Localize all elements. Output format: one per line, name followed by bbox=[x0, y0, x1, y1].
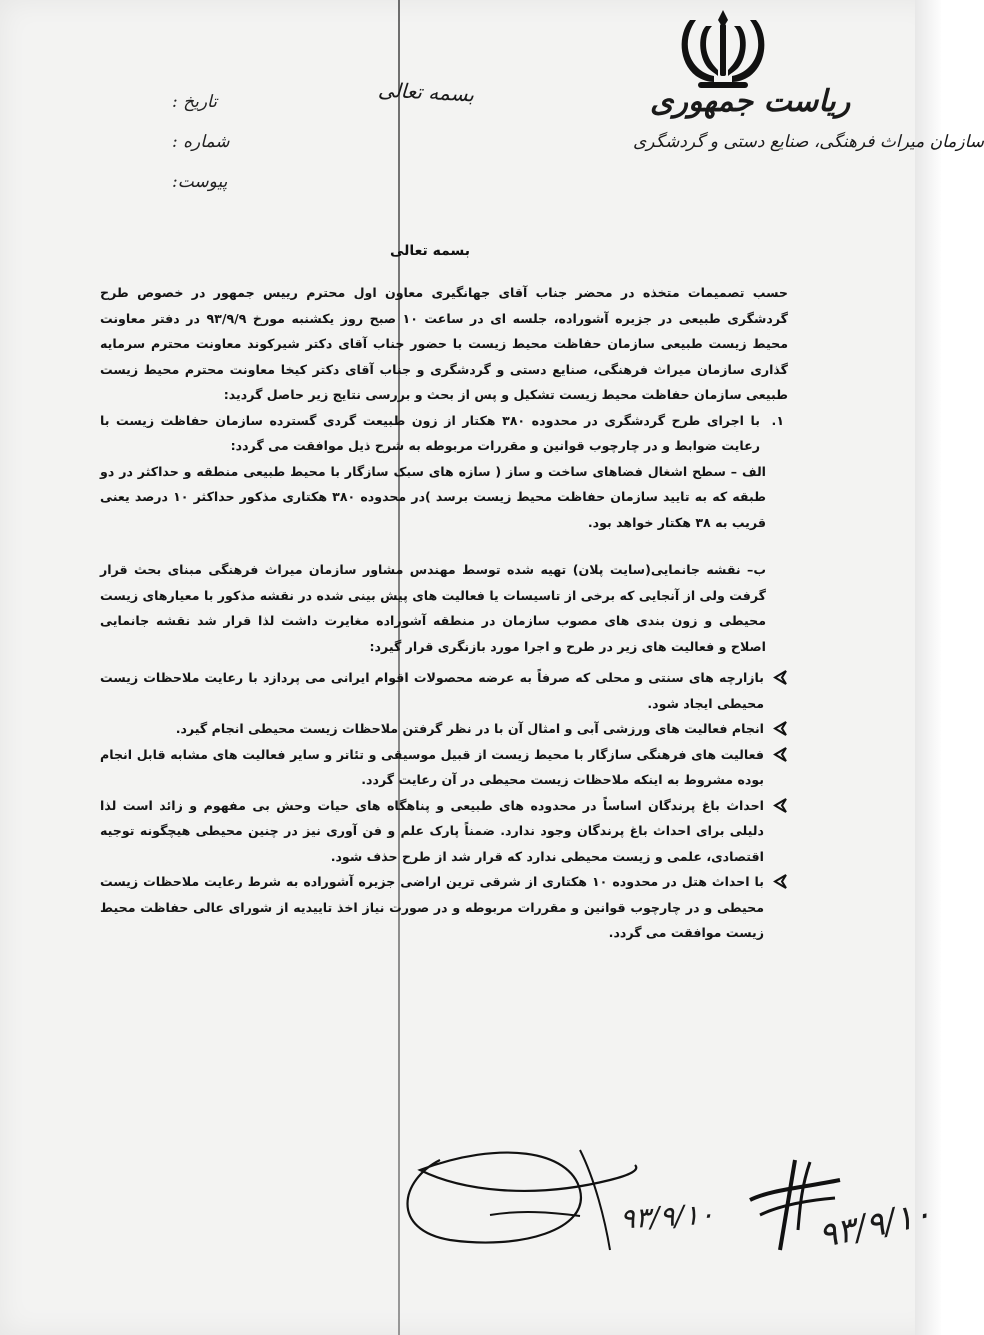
subitem-a: الف – سطح اشغال فضاهای ساخت و ساز ( سازه های سبک سازگار با محیط طبیعی منطقه و حداکثر در دو طبقه که به تایید سازمان حفاظت محیط زیست برسد )در محدوده ۳۸۰ هکتاری مذکور حداکثر ۱۰ درصد یعنی قریب به ۳۸ هکتار خواهد بود. bbox=[100, 463, 766, 530]
item-1-text: با اجرای طرح گردشگری در محدوده ۳۸۰ هکتار از زون طبیعت گردی گسترده سازمان حفاظت زیست با رعایت ضوابط و در چارچوب قوانین و مقررات مربوطه به شرح ذیل موافقت می گردد: bbox=[100, 412, 760, 453]
bullet-item bbox=[100, 716, 788, 742]
bullet-item bbox=[100, 665, 788, 716]
signature-1 bbox=[380, 1120, 680, 1270]
bullet-item bbox=[100, 869, 788, 946]
item-1 bbox=[100, 408, 788, 459]
iran-emblem-icon bbox=[668, 6, 778, 92]
bullet-text: انجام فعالیت های ورزشی آبی و امثال آن با در نظر گرفتن ملاحظات زیست محیطی انجام گیرد. bbox=[175, 721, 764, 736]
arrow-bullet-icon bbox=[773, 721, 788, 736]
number-label: شماره : bbox=[172, 132, 230, 152]
bullet-text: احداث باغ پرندگان اساساً در محدوده های طبیعی و پناهگاه های حیات وحش بی مفهوم و زائد است لذا دلیلی برای احداث باغ پرندگان وجود ندارد. ضمناً پارک علم و فن آوری نیز در چنین محیطی هیچگونه توجیه اقتصادی، علمی و زیست محیطی ندارد که قرار شد از طرح حذف شود. bbox=[100, 797, 764, 864]
signature-date-2: ۹۳/۹/۱۰ bbox=[815, 1193, 936, 1257]
arrow-bullet-icon bbox=[773, 747, 788, 762]
bullet-text: فعالیت های فرهنگی سازگار با محیط زیست از قبیل موسیقی و تئاتر و سایر فعالیت های مشابه قابل انجام بوده مشروط به اینکه ملاحظات زیست محیطی در آن رعایت گردد. bbox=[100, 746, 764, 787]
bullet-item bbox=[100, 793, 788, 870]
page-edge-shadow bbox=[915, 0, 941, 1335]
date-label: تاریخ : bbox=[172, 92, 217, 112]
presidency-title: ریاست جمهوری bbox=[650, 84, 851, 119]
bullet-text: بازارچه های سنتی و محلی که صرفاً به عرضه محصولات اقوام ایرانی می پردازد با رعایت ملاحظات زیست محیطی ایجاد شود. bbox=[100, 670, 764, 711]
bullet-item bbox=[100, 742, 788, 793]
arrow-bullet-icon bbox=[773, 798, 788, 813]
bullet-text: با احداث هتل در محدوده ۱۰ هکتاری از شرقی ترین اراضی جزیره آشوراده به شرط رعایت ملاحظات زیست محیطی و در چارچوب قوانین و مقررات مربوطه و در صورت نیاز اخذ تاییدیه از شورای عالی حفاظت محیط زیست موافقت می گردد. bbox=[100, 874, 764, 940]
arrow-bullet-icon bbox=[773, 874, 788, 889]
intro-paragraph: حسب تصمیمات متخذه در محضر جناب آقای جهانگیری معاون اول محترم رییس جمهور در خصوص طرح گردشگری طبیعی در جزیره آشوراده، جلسه ای در ساعت ۱۰ صبح روز یکشنبه مورخ ۹۳/۹/۹ در دفتر معاونت محیط زیست طبیعی سازمان حفاظت محیط زیست با حضور جناب آقای دکتر شیرکوند معاونت محترم سرمایه گذاری سازمان میراث فرهنگی، صنایع دستی و گردشگری و جناب آقای دکتر کیخا معاونت محترم محیط زیست طبیعی سازمان حفاظت محیط زیست تشکیل و پس از بحث و بررسی نتایج زیر حاصل گردید: bbox=[100, 285, 788, 402]
handwritten-basmala: بسمه تعالی bbox=[377, 77, 475, 107]
subitem-b: ب– نقشه جانمایی(سایت پلان) تهیه شده توسط مهندس مشاور سازمان میراث فرهنگی مبنای بحث قرار گرفت ولی از آنجایی که برخی از تاسیسات یا فعالیت های پیش بینی شده در نقشه مذکور با معیارهای زیست محیطی و زون بندی های مصوب سازمان در منطقه آشوراده مغایرت داشت لذا قرار شد نقشه جانمایی اصلاح و فعالیت های زیر در طرح و اجرا مورد بازنگری قرار گیرد: bbox=[100, 562, 766, 654]
organization-name: سازمان میراث فرهنگی، صنایع دستی و گردشگری bbox=[633, 132, 984, 152]
enclosure-label: پیوست: bbox=[172, 172, 228, 192]
arrow-bullet-icon bbox=[773, 670, 788, 685]
signature-date-1: ۹۳/۹/۱۰ bbox=[619, 1197, 715, 1236]
item-1-number: ۱. bbox=[771, 412, 784, 428]
letter-body bbox=[100, 280, 788, 946]
letter-title: بسمه تعالی bbox=[389, 243, 471, 259]
